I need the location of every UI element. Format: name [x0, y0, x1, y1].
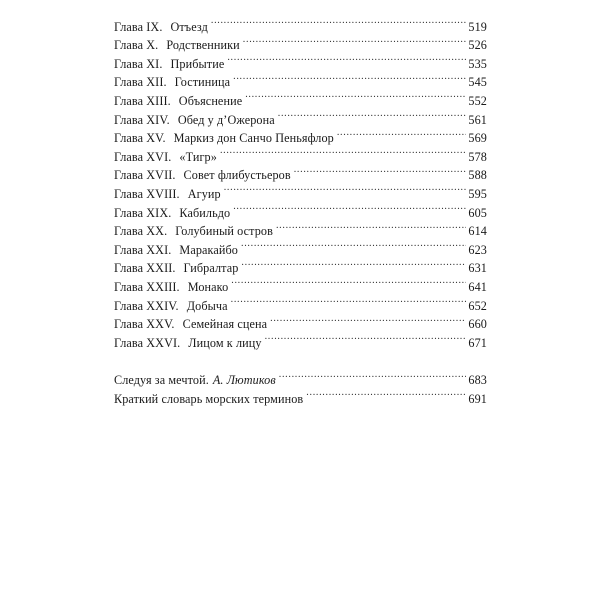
dot-leader — [233, 198, 466, 217]
chapter-title: Семейная сцена — [182, 317, 268, 332]
page-number: 519 — [468, 19, 487, 34]
chapter-number: Глава XXII. — [114, 261, 176, 276]
toc-entry-title — [114, 334, 262, 353]
page-number: 552 — [468, 93, 487, 108]
page-number: 595 — [468, 186, 487, 201]
chapter-number: Глава XXIV. — [114, 298, 179, 313]
toc-entry-title — [114, 259, 238, 278]
dot-leader — [231, 291, 467, 310]
chapter-number: Глава XI. — [114, 56, 163, 71]
dot-leader — [276, 217, 466, 236]
glossary-title: Краткий словарь морских терминов — [114, 391, 304, 406]
chapter-title: «Тигр» — [179, 149, 217, 164]
dot-leader — [278, 105, 467, 124]
dot-leader — [241, 235, 466, 254]
page-number: 569 — [468, 131, 487, 146]
toc-entry-title — [114, 36, 240, 55]
chapter-number: Глава XXVI. — [114, 335, 181, 350]
chapter-title: Отъезд — [170, 19, 208, 34]
table-of-contents — [114, 12, 487, 406]
dot-leader — [211, 12, 467, 31]
toc-entry-title — [114, 371, 276, 390]
chapter-number: Глава XXIII. — [114, 279, 180, 294]
page-number: 561 — [468, 112, 487, 127]
chapter-title: Маркиз дон Санчо Пеньяфлор — [173, 131, 334, 146]
chapter-title: Маракайбо — [179, 242, 239, 257]
chapter-title: Лицом к лицу — [188, 335, 262, 350]
page-number: 535 — [468, 56, 487, 71]
afterword-author: А. Лютиков — [212, 373, 276, 388]
chapter-number: Глава IX. — [114, 19, 163, 34]
toc-entry-afterword[interactable] — [114, 366, 487, 388]
chapter-title: Совет флибустьеров — [183, 168, 291, 183]
chapter-title: Объяснение — [178, 93, 243, 108]
page-number: 652 — [468, 298, 487, 313]
toc-entry-title — [114, 278, 228, 297]
chapter-title: Агуир — [187, 186, 221, 201]
chapter-title: Монако — [187, 279, 229, 294]
chapter-number: Глава XXV. — [114, 317, 175, 332]
page-number: 623 — [468, 242, 487, 257]
page-number: 631 — [468, 261, 487, 276]
toc-entry-title — [114, 18, 208, 37]
page-number: 691 — [468, 391, 487, 406]
toc-entry-title — [114, 55, 224, 74]
page-number: 545 — [468, 75, 487, 90]
chapter-number: Глава XIII. — [114, 93, 171, 108]
chapter-title: Гибралтар — [183, 261, 239, 276]
dot-leader — [220, 142, 466, 161]
page-number: 671 — [468, 335, 487, 350]
dot-leader — [270, 310, 466, 329]
dot-leader — [265, 328, 467, 347]
dot-leader — [245, 86, 466, 105]
page-number: 578 — [468, 149, 487, 164]
page-number: 605 — [468, 205, 487, 220]
toc-entry-title — [114, 92, 242, 111]
toc-entry-title — [114, 241, 238, 260]
chapter-number: Глава XXI. — [114, 242, 172, 257]
chapter-number: Глава XVII. — [114, 168, 176, 183]
toc-entry-title — [114, 148, 217, 167]
toc-entry-title — [114, 390, 303, 409]
dot-leader — [233, 68, 466, 87]
dot-leader — [243, 31, 467, 50]
chapter-title: Добыча — [186, 298, 228, 313]
chapter-title: Родственники — [166, 38, 240, 53]
dot-leader — [306, 384, 466, 403]
chapter-number: Глава XX. — [114, 224, 168, 239]
chapter-number: Глава XVIII. — [114, 186, 180, 201]
afterword-title: Следуя за мечтой. — [114, 373, 209, 388]
dot-leader — [294, 161, 467, 180]
toc-entry-title — [114, 204, 230, 223]
dot-leader — [279, 366, 467, 385]
chapter-title: Обед у д’Ожерона — [177, 112, 275, 127]
toc-entry-title — [114, 315, 267, 334]
toc-entry-title — [114, 185, 221, 204]
page-number: 614 — [468, 224, 487, 239]
chapter-title: Голубиный остров — [175, 224, 273, 239]
toc-entry-chapter-9[interactable] — [114, 12, 487, 34]
chapter-title: Кабильдо — [179, 205, 231, 220]
dot-leader — [224, 179, 467, 198]
chapter-title: Гостиница — [174, 75, 231, 90]
page-number: 660 — [468, 317, 487, 332]
chapter-number: Глава XIX. — [114, 205, 172, 220]
page-number: 641 — [468, 279, 487, 294]
toc-entry-title — [114, 297, 228, 316]
page-number: 526 — [468, 38, 487, 53]
dot-leader — [231, 272, 466, 291]
chapter-number: Глава XVI. — [114, 149, 172, 164]
chapter-number: Глава X. — [114, 38, 159, 53]
chapter-number: Глава XII. — [114, 75, 167, 90]
dot-leader — [337, 124, 467, 143]
page-number: 683 — [468, 373, 487, 388]
chapter-number: Глава XIV. — [114, 112, 170, 127]
dot-leader — [241, 254, 466, 273]
chapter-number: Глава XV. — [114, 131, 166, 146]
page-number: 588 — [468, 168, 487, 183]
toc-entry-title — [114, 111, 275, 130]
chapter-title: Прибытие — [170, 56, 225, 71]
dot-leader — [227, 49, 466, 68]
toc-entry-title — [114, 73, 230, 92]
